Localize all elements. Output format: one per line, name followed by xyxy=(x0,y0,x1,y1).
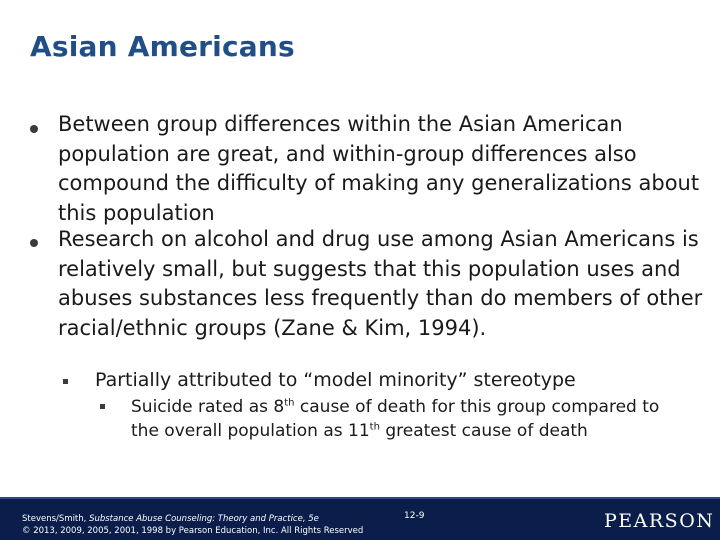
slide-title: Asian Americans xyxy=(30,30,295,63)
sub-bullet-model-minority: Partially attributed to “model minority” stereotype xyxy=(95,369,576,391)
suicide-text-3: greatest cause of death xyxy=(379,421,588,441)
sub-bullet-square-icon xyxy=(63,379,68,384)
bullet-group-differences: Between group differences within the Asian American population are great, and within-group differences also compound the difficulty of making any generalizations about this population xyxy=(58,112,700,225)
suicide-text-2: cause of death for this group compared to the overall population as 11 xyxy=(131,397,660,441)
suicide-text-1: Suicide rated as 8 xyxy=(131,397,285,417)
superscript-th-2: th xyxy=(369,421,380,433)
bullet-dot-icon xyxy=(30,239,38,247)
footer-credit xyxy=(22,514,363,537)
footer-author: Stevens/Smith, xyxy=(22,514,90,524)
bullet-research: Research on alcohol and drug use among Asian Americans is relatively small, but suggests that this population uses and abuses substances less frequently than do members of other racial/ethnic groups (Zane & Kim, 1994). xyxy=(58,227,703,340)
superscript-th-1: th xyxy=(284,397,295,409)
sub-sub-bullet-square-icon xyxy=(100,404,105,409)
pearson-logo: PEARSON xyxy=(604,510,715,532)
footer-copyright: © 2013, 2009, 2005, 2001, 1998 by Pearson Education, Inc. All Rights Reserved xyxy=(22,525,364,536)
sub-sub-bullet-suicide xyxy=(131,395,691,443)
footer-divider xyxy=(0,497,720,499)
footer-book-title: Substance Abuse Counseling: Theory and Practice, 5e xyxy=(89,514,319,524)
page-number: 12-9 xyxy=(404,511,425,521)
bullet-dot-icon xyxy=(30,125,38,133)
